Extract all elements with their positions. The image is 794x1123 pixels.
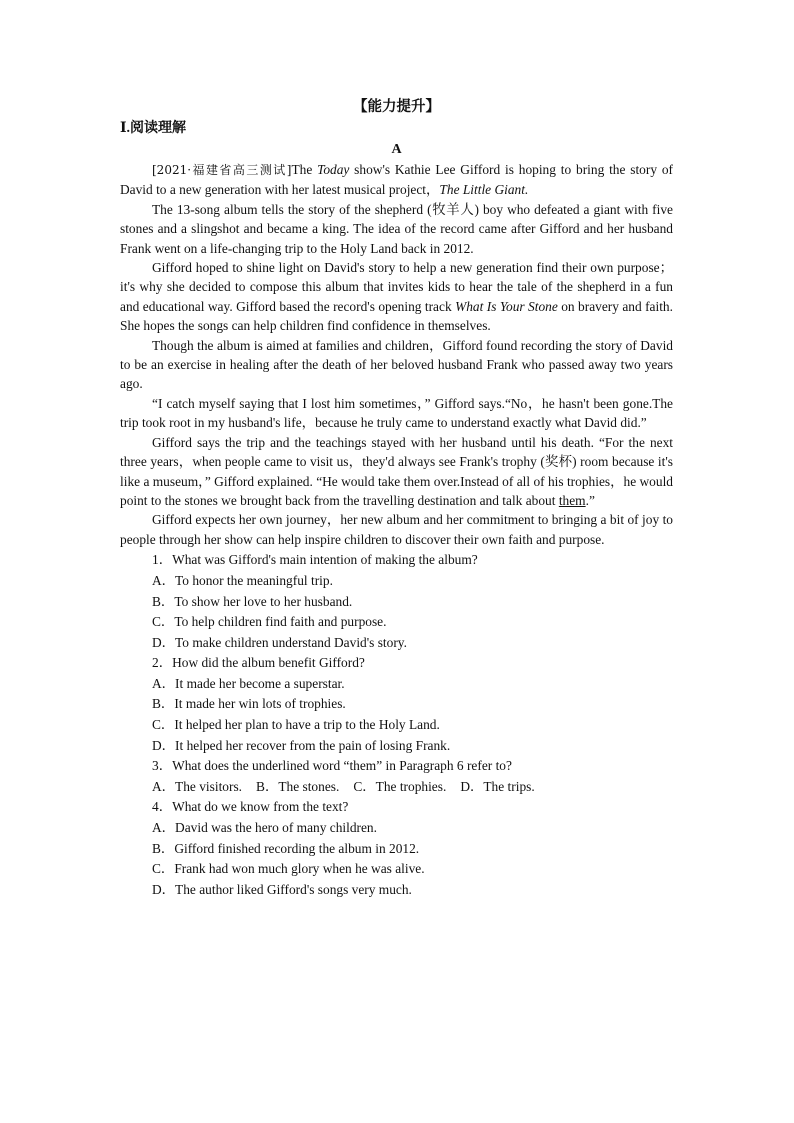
project-title: The Little Giant. xyxy=(439,182,529,198)
option-a: A．David was the hero of many children. xyxy=(152,820,377,836)
option-b: B．It made her win lots of trophies. xyxy=(152,696,346,712)
paragraph-1 xyxy=(120,160,673,200)
option-c: C．The trophies. xyxy=(353,778,447,794)
paragraph-2: The 13-song album tells the story of the shepherd (牧羊人) boy who defeated a giant with five stones and a slingshot and became a king. The idea of the record came after Gifford and her husband Frank went on a life-changing trip to the Holy Land back in 2012. xyxy=(120,201,673,256)
option-a: A．The visitors. xyxy=(152,778,243,794)
paragraph-1-text-a: The xyxy=(291,162,318,177)
option-row xyxy=(120,777,673,796)
option-c: C．To help children find faith and purpose. xyxy=(152,614,387,630)
option-c: C．Frank had won much glory when he was alive. xyxy=(152,861,425,877)
underlined-word: them xyxy=(558,492,586,508)
question-3 xyxy=(120,756,673,796)
question-stem: 3．What does the underlined word “them” in Paragraph 6 refer to? xyxy=(152,758,512,774)
paragraph-6 xyxy=(120,433,673,511)
option-b: B．Gifford finished recording the album in 2012. xyxy=(152,840,420,856)
question-4 xyxy=(120,797,673,899)
option-d: D．The trips. xyxy=(460,778,535,794)
option-a: A．It made her become a superstar. xyxy=(152,675,345,691)
option-b: B．To show her love to her husband. xyxy=(152,593,353,609)
option-c: C．It helped her plan to have a trip to the Holy Land. xyxy=(152,717,440,733)
paragraph-3 xyxy=(120,258,673,336)
section-title: Ⅰ.阅读理解 xyxy=(120,121,187,136)
question-stem: 2．How did the album benefit Gifford? xyxy=(152,655,365,671)
paragraph-7: Gifford expects her own journey，her new album and her commitment to bringing a bit of joy to people through her show can help inspire children to discover their own faith and purpose. xyxy=(120,512,673,547)
option-b: B．The stones. xyxy=(256,778,340,794)
show-name: Today xyxy=(317,162,350,177)
page-heading: 【能力提升】 xyxy=(353,99,440,115)
paragraph-6-text-b: .” xyxy=(585,492,595,508)
passage-label: A xyxy=(391,142,402,157)
paragraph-5: “I catch myself saying that I lost him sometimes，” Gifford says.“No，he hasn't been gone.The trip took root in my husband's life，because he truly came to understand exactly what David did.” xyxy=(120,395,673,431)
question-stem: 4．What do we know from the text? xyxy=(152,799,349,815)
question-2 xyxy=(120,653,673,755)
question-stem: 1．What was Gifford's main intention of making the album? xyxy=(152,552,478,568)
track-title: What Is Your Stone xyxy=(455,298,558,314)
paragraph-3-text-a: Gifford hoped to shine light on David's story to help a new generation find their own purpose；it's why she decided to compose this album that invites kids to hear the tale of the shepherd in a fun and educational way. Gifford based the record's opening track xyxy=(120,260,673,314)
paragraph-6-text-a: Gifford says the trip and the teachings stayed with her husband until his death. “For the next three years，when people came to visit us，they'd always see Frank's trophy (奖杯) room because it's like a museum，” Gifford explained. “He would take them over.Instead of all of his trophies，he would point to the stones we brought back from the travelling destination and talk about xyxy=(120,434,673,508)
paragraph-3-text-b: on bravery and faith. She hopes the songs can help children find confidence in themselves. xyxy=(120,298,673,334)
option-d: D．It helped her recover from the pain of losing Frank. xyxy=(152,737,451,753)
paragraph-4: Though the album is aimed at families and children，Gifford found recording the story of David to be an exercise in healing after the death of her beloved husband Frank who passed away two years ago. xyxy=(120,337,673,392)
option-d: D．To make children understand David's story. xyxy=(152,634,407,650)
document-page xyxy=(120,96,673,899)
source-tag: [2021·福建省高三测试] xyxy=(152,163,292,177)
paragraph-1-text-b: show's Kathie Lee Gifford is hoping to bring the story of David to a new generation with her latest musical project， xyxy=(120,162,673,198)
option-a: A．To honor the meaningful trip. xyxy=(152,572,333,588)
question-1 xyxy=(120,550,673,652)
option-d: D．The author liked Gifford's songs very much. xyxy=(152,881,412,897)
